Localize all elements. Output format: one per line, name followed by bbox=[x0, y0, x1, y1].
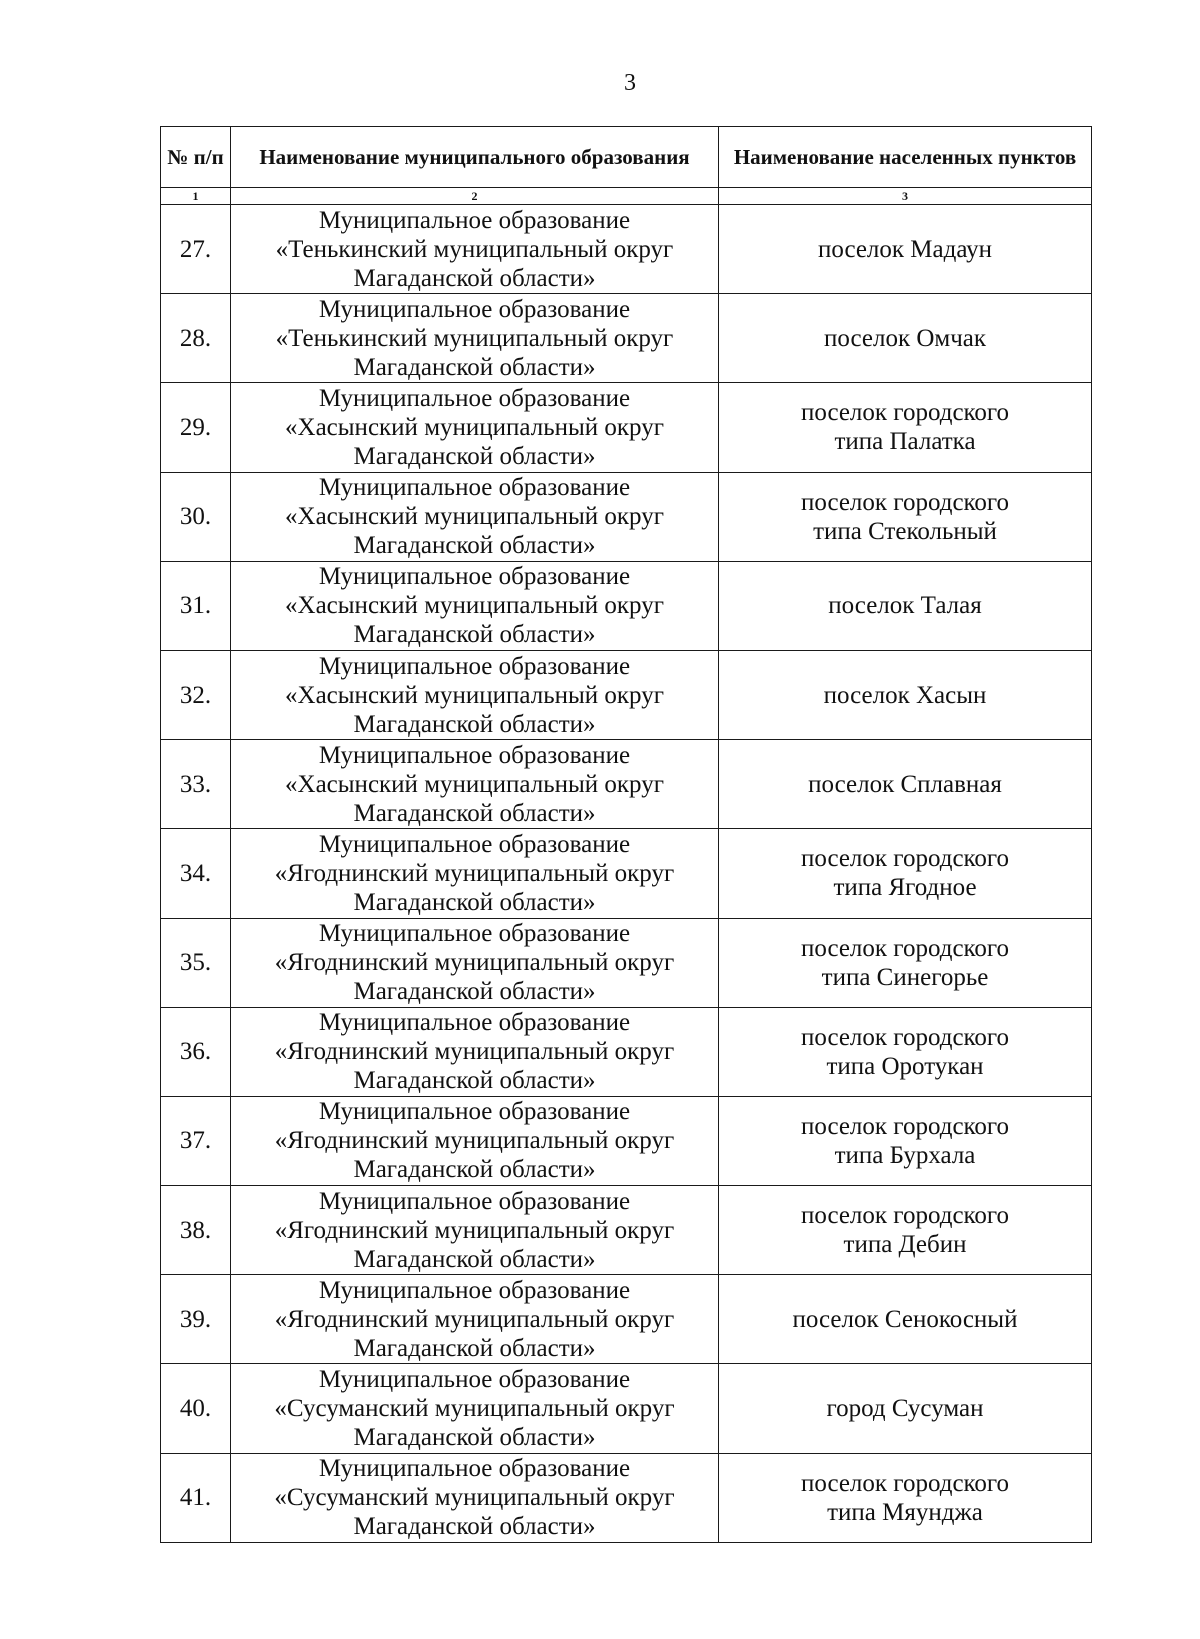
settlement-line: поселок городского bbox=[800, 1112, 1010, 1140]
settlement-line: поселок городского bbox=[800, 934, 1010, 962]
row-number bbox=[161, 1453, 231, 1542]
municipality-line: Магаданской области» bbox=[353, 710, 596, 738]
row-number-text: 32. bbox=[179, 681, 212, 709]
municipality-line: «Ягоднинский муниципальный округ bbox=[274, 1305, 675, 1333]
settlement-line: поселок городского bbox=[800, 1202, 1010, 1230]
municipality-line: Магаданской области» bbox=[353, 532, 596, 560]
settlement-line: поселок Сплавная bbox=[808, 770, 1002, 798]
settlement-line: поселок Талая bbox=[828, 592, 982, 620]
municipality-line: Магаданской области» bbox=[353, 978, 596, 1006]
municipality-line: «Ягоднинский муниципальный округ bbox=[274, 859, 675, 887]
municipality-line: «Тенькинский муниципальный округ bbox=[275, 324, 674, 352]
settlement-cell bbox=[719, 1275, 1092, 1364]
settlement-cell bbox=[719, 205, 1092, 294]
table-row bbox=[161, 1275, 1092, 1364]
settlement-line: типа Синегорье bbox=[821, 963, 989, 991]
settlement-cell bbox=[719, 1186, 1092, 1275]
table-row bbox=[161, 561, 1092, 650]
table-row bbox=[161, 740, 1092, 829]
municipality-line: «Ягоднинский муниципальный округ bbox=[274, 1216, 675, 1244]
row-number bbox=[161, 1096, 231, 1185]
municipality-line: Муниципальное образование bbox=[318, 741, 631, 769]
municipality-line: Магаданской области» bbox=[353, 621, 596, 649]
settlement-cell bbox=[719, 1007, 1092, 1096]
row-number-text: 34. bbox=[179, 859, 212, 887]
settlement-cell bbox=[719, 1096, 1092, 1185]
header-settlements: Наименование населенных пунктов bbox=[719, 127, 1092, 188]
settlement-line: поселок городского bbox=[800, 399, 1010, 427]
row-number-text: 38. bbox=[179, 1216, 212, 1244]
municipality-line: Муниципальное образование bbox=[318, 563, 631, 591]
municipality-line: Магаданской области» bbox=[353, 799, 596, 827]
municipality-cell bbox=[231, 918, 719, 1007]
row-number-text: 27. bbox=[179, 235, 212, 263]
row-number bbox=[161, 294, 231, 383]
municipality-line: Муниципальное образование bbox=[318, 652, 631, 680]
municipality-line: «Хасынский муниципальный округ bbox=[285, 770, 664, 798]
table-row bbox=[161, 829, 1092, 918]
settlement-line: типа Палатка bbox=[834, 428, 976, 456]
municipality-line: Муниципальное образование bbox=[318, 295, 631, 323]
table-header-row bbox=[161, 127, 1092, 188]
municipality-line: «Хасынский муниципальный округ bbox=[285, 503, 664, 531]
municipality-cell bbox=[231, 740, 719, 829]
row-number-text: 36. bbox=[179, 1038, 212, 1066]
row-number bbox=[161, 383, 231, 472]
row-number-text: 31. bbox=[179, 592, 212, 620]
settlement-line: типа Бурхала bbox=[834, 1141, 976, 1169]
municipality-line: Муниципальное образование bbox=[318, 1098, 631, 1126]
table-row bbox=[161, 1096, 1092, 1185]
row-number-text: 28. bbox=[179, 324, 212, 352]
settlement-line: город Сусуман bbox=[826, 1395, 984, 1423]
municipality-line: Магаданской области» bbox=[353, 1424, 596, 1452]
municipality-line: Муниципальное образование bbox=[318, 1366, 631, 1394]
table-row bbox=[161, 918, 1092, 1007]
municipality-line: Муниципальное образование bbox=[318, 1276, 631, 1304]
settlement-cell bbox=[719, 1364, 1092, 1453]
settlement-line: поселок Омчак bbox=[823, 324, 987, 352]
row-number-text: 30. bbox=[179, 503, 212, 531]
municipality-cell bbox=[231, 1096, 719, 1185]
settlement-line: типа Оротукан bbox=[826, 1052, 984, 1080]
row-number bbox=[161, 918, 231, 1007]
municipality-cell bbox=[231, 294, 719, 383]
settlement-line: поселок городского bbox=[800, 488, 1010, 516]
municipality-line: Магаданской области» bbox=[353, 1156, 596, 1184]
column-index: 3 bbox=[719, 188, 1092, 205]
settlement-line: поселок Сенокосный bbox=[792, 1305, 1018, 1333]
row-number-text: 39. bbox=[179, 1305, 212, 1333]
municipality-line: Магаданской области» bbox=[353, 1513, 596, 1541]
municipality-line: Магаданской области» bbox=[353, 442, 596, 470]
settlement-line: поселок городского bbox=[800, 1469, 1010, 1497]
municipality-line: Муниципальное образование bbox=[318, 1187, 631, 1215]
settlement-cell bbox=[719, 294, 1092, 383]
row-number bbox=[161, 1364, 231, 1453]
municipality-cell bbox=[231, 205, 719, 294]
table-row bbox=[161, 294, 1092, 383]
municipality-cell bbox=[231, 1275, 719, 1364]
municipality-line: «Ягоднинский муниципальный округ bbox=[274, 949, 675, 977]
table-row bbox=[161, 383, 1092, 472]
row-number-text: 33. bbox=[179, 770, 212, 798]
municipality-line: Магаданской области» bbox=[353, 264, 596, 292]
municipality-line: «Тенькинский муниципальный округ bbox=[275, 235, 674, 263]
row-number bbox=[161, 1275, 231, 1364]
settlement-line: типа Ягодное bbox=[833, 874, 977, 902]
municipality-line: Магаданской области» bbox=[353, 1067, 596, 1095]
municipality-cell bbox=[231, 1453, 719, 1542]
municipality-line: Муниципальное образование bbox=[318, 1009, 631, 1037]
municipality-cell bbox=[231, 472, 719, 561]
settlement-cell bbox=[719, 383, 1092, 472]
settlement-line: типа Мяунджа bbox=[827, 1498, 983, 1526]
column-index: 2 bbox=[231, 188, 719, 205]
column-index-row bbox=[161, 188, 1092, 205]
page-number: 3 bbox=[624, 70, 636, 96]
table-row bbox=[161, 472, 1092, 561]
column-index: 1 bbox=[161, 188, 231, 205]
settlement-cell bbox=[719, 918, 1092, 1007]
table-row bbox=[161, 205, 1092, 294]
row-number bbox=[161, 1186, 231, 1275]
municipality-line: «Сусуманский муниципальный округ bbox=[274, 1484, 675, 1512]
settlement-line: типа Стекольный bbox=[813, 517, 997, 545]
settlement-cell bbox=[719, 829, 1092, 918]
municipality-line: Муниципальное образование bbox=[318, 474, 631, 502]
table-row bbox=[161, 1007, 1092, 1096]
table-row bbox=[161, 1453, 1092, 1542]
municipality-line: Магаданской области» bbox=[353, 353, 596, 381]
settlement-line: типа Дебин bbox=[843, 1231, 967, 1259]
settlement-line: поселок городского bbox=[800, 1023, 1010, 1051]
municipality-line: Магаданской области» bbox=[353, 1334, 596, 1362]
settlement-cell bbox=[719, 1453, 1092, 1542]
table-row bbox=[161, 1186, 1092, 1275]
municipality-line: Муниципальное образование bbox=[318, 830, 631, 858]
header-municipality: Наименование муниципального образования bbox=[231, 127, 719, 188]
row-number-text: 40. bbox=[179, 1395, 212, 1423]
municipality-cell bbox=[231, 1007, 719, 1096]
municipality-line: «Хасынский муниципальный округ bbox=[285, 681, 664, 709]
settlement-cell bbox=[719, 740, 1092, 829]
municipality-line: Муниципальное образование bbox=[318, 206, 631, 234]
settlement-line: поселок Хасын bbox=[823, 681, 987, 709]
settlement-cell bbox=[719, 561, 1092, 650]
row-number bbox=[161, 829, 231, 918]
row-number-text: 29. bbox=[179, 413, 212, 441]
municipality-cell bbox=[231, 650, 719, 739]
municipality-cell bbox=[231, 561, 719, 650]
municipality-line: Муниципальное образование bbox=[318, 920, 631, 948]
row-number bbox=[161, 561, 231, 650]
settlement-line: поселок Мадаун bbox=[817, 235, 993, 263]
municipality-line: Магаданской области» bbox=[353, 888, 596, 916]
row-number bbox=[161, 472, 231, 561]
table-row bbox=[161, 1364, 1092, 1453]
settlement-cell bbox=[719, 650, 1092, 739]
municipality-line: «Ягоднинский муниципальный округ bbox=[274, 1038, 675, 1066]
header-num: № п/п bbox=[161, 127, 231, 188]
municipality-line: «Ягоднинский муниципальный округ bbox=[274, 1127, 675, 1155]
settlements-table bbox=[160, 126, 1092, 1543]
table-row bbox=[161, 650, 1092, 739]
municipality-line: Муниципальное образование bbox=[318, 1455, 631, 1483]
settlement-line: поселок городского bbox=[800, 845, 1010, 873]
table-body bbox=[161, 205, 1092, 1543]
municipality-line: «Хасынский муниципальный округ bbox=[285, 592, 664, 620]
municipality-cell bbox=[231, 829, 719, 918]
municipality-cell bbox=[231, 383, 719, 472]
row-number-text: 41. bbox=[179, 1484, 212, 1512]
municipality-cell bbox=[231, 1364, 719, 1453]
row-number-text: 37. bbox=[179, 1127, 212, 1155]
municipality-line: Муниципальное образование bbox=[318, 384, 631, 412]
row-number bbox=[161, 205, 231, 294]
row-number bbox=[161, 650, 231, 739]
municipality-line: «Сусуманский муниципальный округ bbox=[274, 1395, 675, 1423]
settlement-cell bbox=[719, 472, 1092, 561]
row-number bbox=[161, 1007, 231, 1096]
municipality-cell bbox=[231, 1186, 719, 1275]
municipality-line: Магаданской области» bbox=[353, 1245, 596, 1273]
row-number-text: 35. bbox=[179, 949, 212, 977]
row-number bbox=[161, 740, 231, 829]
municipality-line: «Хасынский муниципальный округ bbox=[285, 413, 664, 441]
